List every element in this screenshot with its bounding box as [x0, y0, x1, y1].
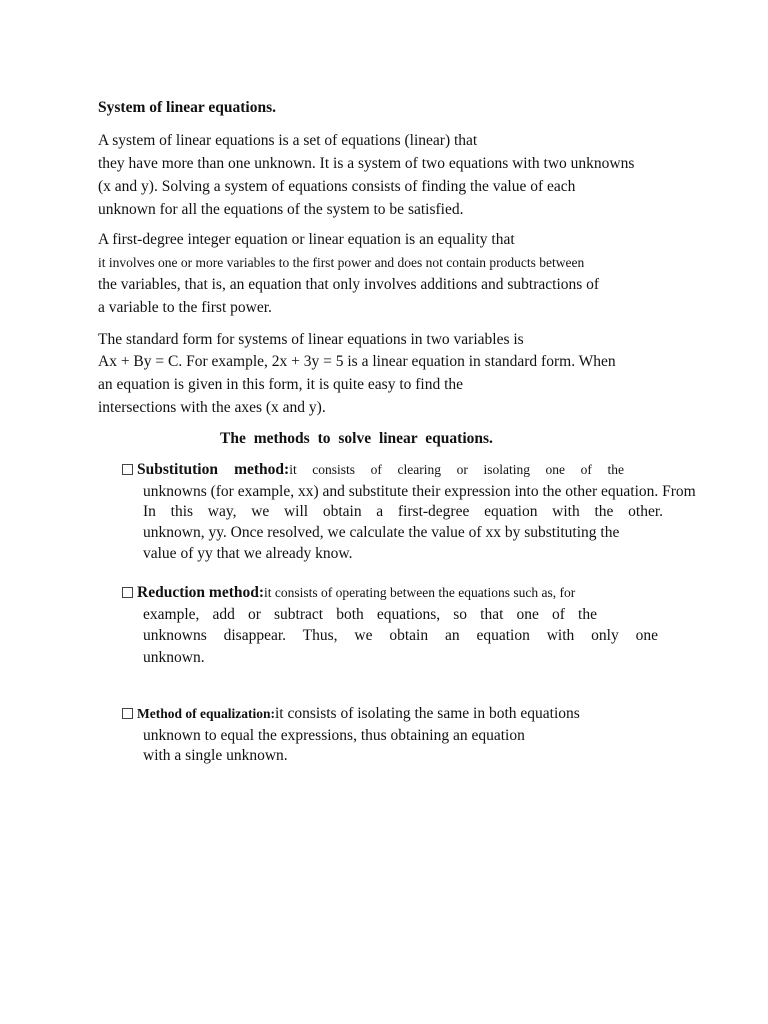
method-first-line: it consists of operating between the equations such as, for: [264, 585, 576, 600]
method-substitution-line-3: In this way, we will obtain a first-degree equation with the other.: [143, 503, 663, 520]
method-reduction: [122, 583, 575, 603]
method-equalization: [122, 704, 580, 724]
method-label: Method of equalization:: [137, 706, 275, 721]
para1-line-1: A system of linear equations is a set of equations (linear) that: [98, 132, 478, 149]
method-first-line: it consists of isolating the same in both equations: [275, 705, 580, 722]
method-label: Reduction method:: [137, 584, 265, 601]
para2-line-3: the variables, that is, an equation that only involves additions and subtractions of: [98, 276, 600, 293]
para1-line-3: (x and y). Solving a system of equations consists of finding the value of each: [98, 178, 576, 195]
method-equalization-line-2: unknown to equal the expressions, thus obtaining an equation: [143, 727, 525, 744]
para3-line-3: an equation is given in this form, it is quite easy to find the: [98, 376, 464, 393]
checkbox-bullet-icon: [122, 708, 133, 719]
method-substitution-line-5: value of yy that we already know.: [143, 545, 353, 562]
para2-line-1: A first-degree integer equation or linear equation is an equality that: [98, 231, 515, 248]
method-substitution: [122, 460, 624, 480]
checkbox-bullet-icon: [122, 587, 133, 598]
para3-line-1: The standard form for systems of linear equations in two variables is: [98, 331, 524, 348]
method-reduction-line-4: unknown.: [143, 649, 205, 666]
para1-line-4: unknown for all the equations of the system to be satisfied.: [98, 201, 464, 218]
method-label: Substitution method:: [137, 461, 290, 478]
method-reduction-line-2: example, add or subtract both equations, so that one of the: [143, 606, 597, 623]
para2-line-2: it involves one or more variables to the first power and does not contain products between: [98, 255, 585, 270]
method-equalization-line-3: with a single unknown.: [143, 747, 288, 764]
checkbox-bullet-icon: [122, 464, 133, 475]
document-title: System of linear equations.: [98, 99, 276, 116]
method-first-line: it consists of clearing or isolating one of the: [289, 462, 624, 477]
method-reduction-line-3: unknowns disappear. Thus, we obtain an equation with only one: [143, 627, 658, 644]
para3-line-2: Ax + By = C. For example, 2x + 3y = 5 is a linear equation in standard form. When: [98, 353, 616, 370]
para3-line-4: intersections with the axes (x and y).: [98, 399, 326, 416]
para1-line-2: they have more than one unknown. It is a system of two equations with two unknowns: [98, 155, 635, 172]
method-substitution-line-4: unknown, yy. Once resolved, we calculate the value of xx by substituting the: [143, 524, 620, 541]
para2-line-4: a variable to the first power.: [98, 299, 272, 316]
method-substitution-line-2: unknowns (for example, xx) and substitute their expression into the other equation. From: [143, 483, 696, 500]
methods-heading: The methods to solve linear equations.: [220, 430, 493, 447]
